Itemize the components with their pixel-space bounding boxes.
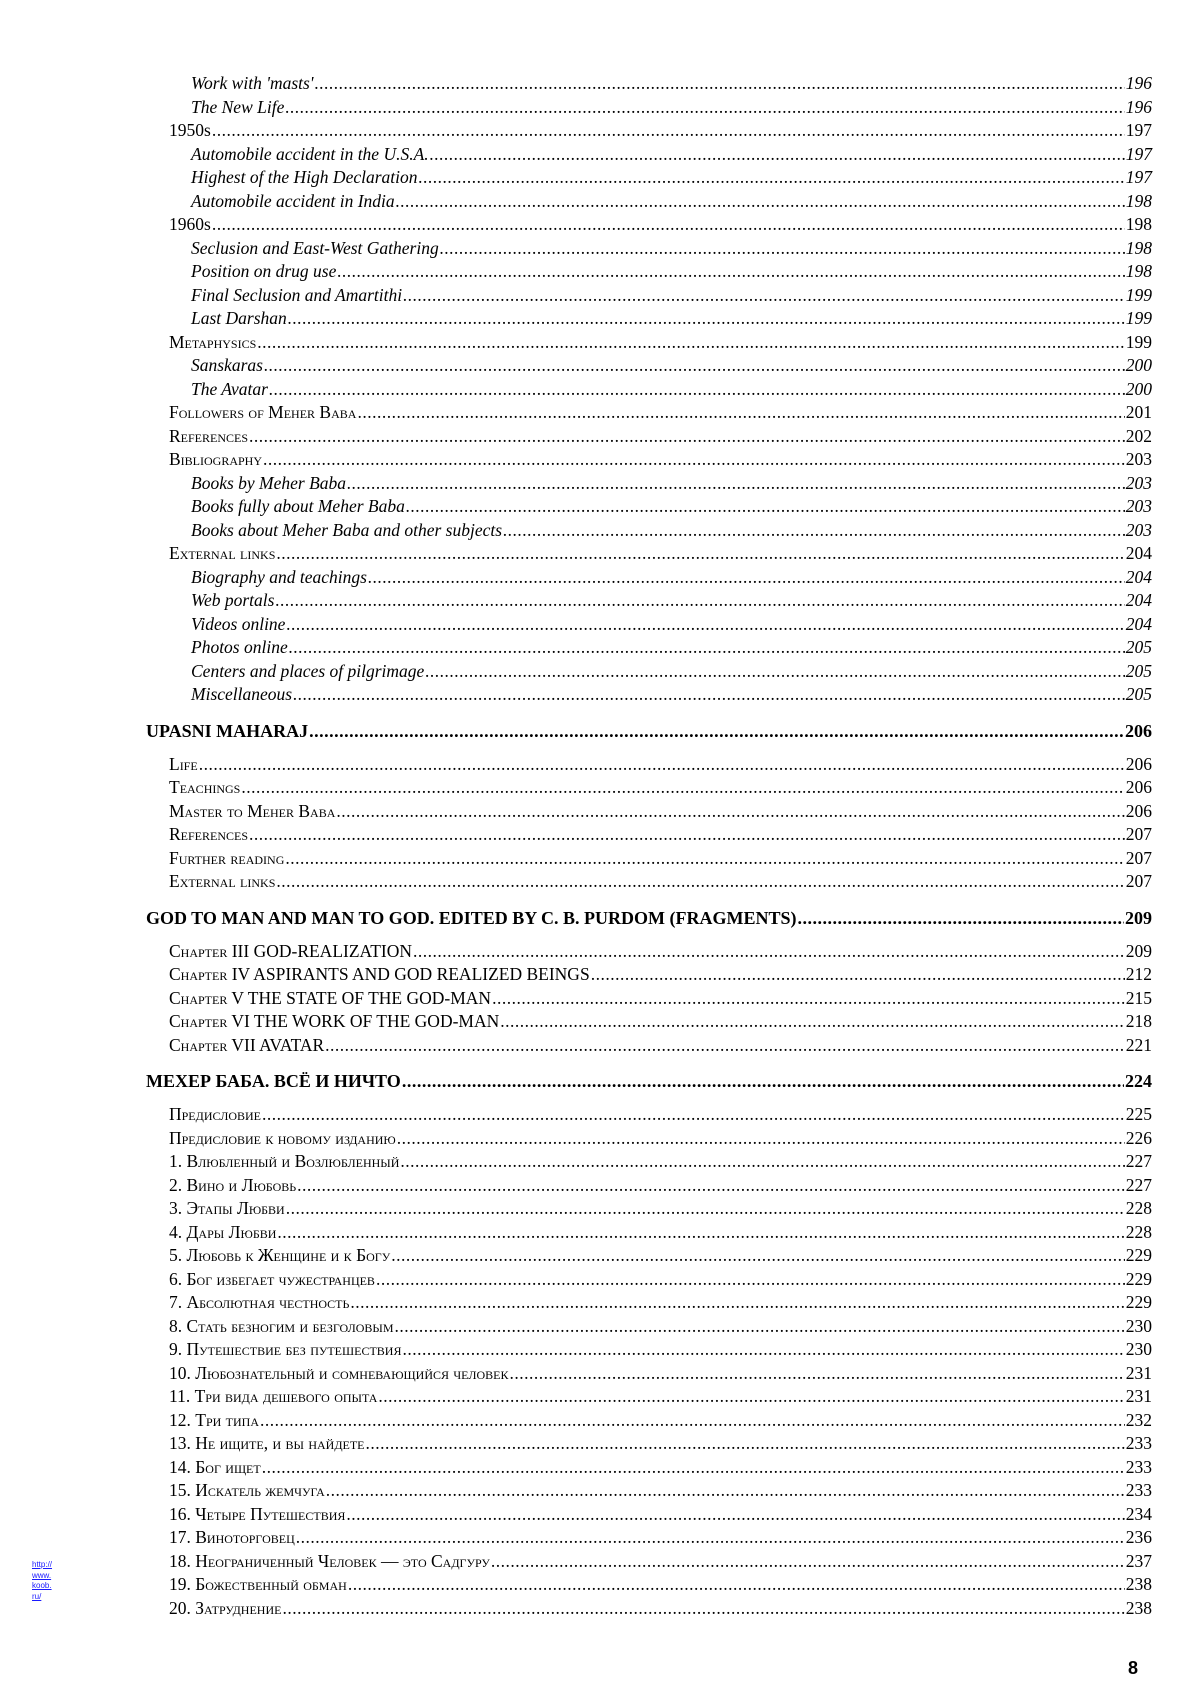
toc-entry-page: 201 (1125, 402, 1152, 422)
toc-entry-title: 13. Не ищите, и вы найдете (169, 1433, 365, 1453)
toc-entry-page: 234 (1125, 1503, 1152, 1524)
toc-entry[interactable] (146, 1127, 1152, 1151)
dot-leader (263, 448, 1125, 472)
toc-entry-title: 16. Четыре Путешествия (169, 1503, 346, 1524)
toc-entry[interactable] (146, 542, 1152, 566)
toc-entry-title: 5. Любовь к Женщине и к Богу (169, 1245, 391, 1265)
toc-entry-title: Final Seclusion and Amartithi (191, 284, 403, 305)
toc-entry[interactable] (146, 96, 1152, 120)
toc-entry[interactable] (146, 1573, 1152, 1597)
dot-leader (509, 1362, 1124, 1386)
toc-entry-title: 1. Влюбленный и Возлюбленный (169, 1151, 400, 1171)
dot-leader (395, 1315, 1125, 1339)
dot-leader (391, 1244, 1125, 1268)
toc-entry-page: 233 (1125, 1433, 1152, 1453)
toc-entry-page: 229 (1125, 1292, 1152, 1312)
toc-entry-page: 196 (1125, 73, 1152, 93)
toc-entry-title: 15. Искатель жемчуга (169, 1480, 325, 1500)
toc-entry-title: Seclusion and East-West Gathering (191, 237, 439, 258)
toc-entry-title: Videos online (191, 613, 286, 634)
toc-entry-title: Position on drug use (191, 261, 337, 281)
toc-entry-title: The Avatar (191, 378, 268, 399)
toc-entry-title: 10. Любознательный и сомневающийся человек (169, 1362, 509, 1383)
toc-entry-page: 209 (1125, 940, 1152, 961)
toc-entry-page: 197 (1125, 143, 1152, 164)
toc-entry[interactable] (146, 1221, 1152, 1245)
toc-entry-title: The New Life (191, 96, 285, 117)
toc-entry[interactable] (146, 143, 1152, 167)
dot-leader (275, 589, 1124, 613)
toc-entry-title: Bibliography (169, 449, 263, 469)
toc-entry[interactable] (146, 284, 1152, 308)
toc-heading[interactable] (146, 1069, 1152, 1093)
toc-entry-page: 205 (1125, 637, 1152, 657)
dot-leader (350, 1291, 1124, 1315)
toc-entry[interactable] (146, 472, 1152, 496)
toc-entry-page: 205 (1125, 684, 1152, 704)
toc-entry-page: 198 (1125, 237, 1152, 258)
toc-entry-page: 207 (1125, 847, 1152, 868)
toc-entry-title: 3. Этапы Любви (169, 1198, 285, 1218)
toc-entry-title: GOD TO MAN AND MAN TO GOD. EDITED BY C. B. PURDOM (FRAGMENTS) (146, 907, 797, 928)
dot-leader (212, 213, 1125, 237)
toc-entry[interactable] (146, 448, 1152, 472)
toc-entry-title: Books fully about Meher Baba (191, 496, 405, 516)
toc-entry-title: Chapter V THE STATE OF THE GOD-MAN (169, 987, 492, 1008)
dot-leader (296, 1526, 1125, 1550)
dot-leader (309, 719, 1124, 743)
dot-leader (262, 1103, 1125, 1127)
toc-entry[interactable] (146, 331, 1152, 355)
toc-entry-page: 199 (1125, 331, 1152, 352)
toc-entry[interactable] (146, 1338, 1152, 1362)
toc-entry[interactable] (146, 940, 1152, 964)
dot-leader (346, 1503, 1124, 1527)
toc-entry[interactable] (146, 495, 1152, 519)
toc-entry-page: 215 (1125, 987, 1152, 1008)
toc-entry-title: Предисловие к новому изданию (169, 1127, 396, 1148)
toc-entry[interactable] (146, 190, 1152, 214)
toc-entry[interactable] (146, 987, 1152, 1011)
toc-entry[interactable] (146, 636, 1152, 660)
toc-entry[interactable] (146, 753, 1152, 777)
dot-leader (400, 1150, 1124, 1174)
toc-entry[interactable] (146, 213, 1152, 237)
dot-leader (260, 1409, 1125, 1433)
toc-entry-title: 4. Дары Любви (169, 1221, 277, 1242)
toc-entry-page: 233 (1125, 1456, 1152, 1477)
toc-entry-page: 238 (1125, 1597, 1152, 1618)
toc-entry-page: 225 (1125, 1104, 1152, 1124)
toc-entry-title: Centers and places of pilgrimage (191, 660, 425, 681)
toc-entry[interactable] (146, 683, 1152, 707)
toc-entry-title: 12. Три типа (169, 1409, 259, 1430)
toc-entry[interactable] (146, 519, 1152, 543)
toc-entry[interactable] (146, 566, 1152, 590)
toc-entry-title: Last Darshan (191, 308, 287, 328)
dot-leader (269, 378, 1125, 402)
toc-entry-page: 203 (1125, 472, 1152, 493)
dot-leader (376, 1268, 1125, 1292)
toc-entry-page: 207 (1125, 824, 1152, 844)
toc-entry[interactable] (146, 1291, 1152, 1315)
dot-leader (357, 401, 1124, 425)
dot-leader (378, 1385, 1124, 1409)
toc-entry-title: Teachings (169, 777, 241, 797)
dot-leader (288, 307, 1125, 331)
toc-entry-title: Chapter III GOD-REALIZATION (169, 940, 413, 961)
toc-entry-title: 18. Неограниченный Человек — это Садгуру (169, 1550, 490, 1571)
toc-entry-title: Highest of the High Declaration (191, 167, 418, 187)
toc-entry-title: 17. Виноторговец (169, 1527, 295, 1547)
toc-entry-title: UPASNI MAHARAJ (146, 720, 309, 741)
dot-leader (286, 1197, 1125, 1221)
toc-entry-title: Books by Meher Baba (191, 472, 347, 493)
toc-entry-title: References (169, 425, 249, 446)
toc-entry-page: 230 (1125, 1315, 1152, 1336)
toc-entry[interactable] (146, 1409, 1152, 1433)
dot-leader (397, 1127, 1125, 1151)
dot-leader (337, 260, 1124, 284)
dot-leader (348, 1573, 1125, 1597)
toc-entry-title: Followers of Meher Baba (169, 402, 357, 422)
toc-entry-title: Metaphysics (169, 331, 257, 352)
dot-leader (315, 72, 1125, 96)
toc-entry[interactable] (146, 1268, 1152, 1292)
toc-entry[interactable] (146, 354, 1152, 378)
dot-leader (262, 1456, 1125, 1480)
toc-entry-page: 198 (1125, 190, 1152, 211)
dot-leader (264, 354, 1125, 378)
toc-entry-title: 19. Божественный обман (169, 1574, 347, 1594)
toc-entry-page: 221 (1125, 1034, 1152, 1055)
toc-entry-page: 229 (1125, 1245, 1152, 1265)
dot-leader (326, 1479, 1125, 1503)
toc-entry-title: Further reading (169, 847, 285, 868)
toc-entry-title: 1960s (169, 214, 211, 234)
toc-entry-title: Automobile accident in the U.S.A. (191, 143, 429, 164)
toc-entry[interactable] (146, 1034, 1152, 1058)
dot-leader (368, 566, 1125, 590)
source-link[interactable]: http://www.koob.ru/ (32, 1560, 53, 1601)
toc-entry-page: 231 (1125, 1362, 1152, 1383)
dot-leader (503, 519, 1125, 543)
toc-entry[interactable] (146, 589, 1152, 613)
toc-entry-page: 198 (1125, 214, 1152, 234)
toc-entry-page: 199 (1125, 284, 1152, 305)
toc-entry[interactable] (146, 401, 1152, 425)
dot-leader (325, 1034, 1125, 1058)
dot-leader (419, 166, 1125, 190)
dot-leader (249, 823, 1125, 847)
toc-entry-title: Sanskaras (191, 355, 263, 375)
toc-entry-page: 200 (1125, 378, 1152, 399)
toc-entry-title: 6. Бог избегает чужестранцев (169, 1268, 375, 1289)
toc-entry-title: 14. Бог ищет (169, 1456, 261, 1477)
toc-entry[interactable] (146, 823, 1152, 847)
toc-entry[interactable] (146, 1526, 1152, 1550)
toc-entry-page: 237 (1125, 1550, 1152, 1571)
toc-entry-title: Work with 'masts' (191, 73, 314, 93)
toc-entry-page: 203 (1125, 519, 1152, 540)
toc-entry[interactable] (146, 1456, 1152, 1480)
toc-entry[interactable] (146, 613, 1152, 637)
dot-leader (500, 1010, 1125, 1034)
toc-entry[interactable] (146, 870, 1152, 894)
toc-entry-page: 207 (1125, 871, 1152, 891)
toc-entry-page: 233 (1125, 1480, 1152, 1500)
dot-leader (199, 753, 1125, 777)
toc-entry-page: 197 (1125, 120, 1152, 140)
toc-entry[interactable] (146, 847, 1152, 871)
toc-entry-page: 204 (1125, 613, 1152, 634)
toc-entry-title: 7. Абсолютная честность (169, 1292, 350, 1312)
toc-entry-page: 228 (1125, 1221, 1152, 1242)
toc-entry-title: Biography and teachings (191, 566, 367, 587)
dot-leader (491, 1550, 1125, 1574)
toc-entry-page: 212 (1125, 964, 1152, 984)
toc-entry[interactable] (146, 1197, 1152, 1221)
dot-leader (591, 963, 1125, 987)
dot-leader (413, 940, 1125, 964)
toc-entry-page: 227 (1125, 1174, 1152, 1195)
toc-entry[interactable] (146, 166, 1152, 190)
toc-entry[interactable] (146, 1432, 1152, 1456)
dot-leader (249, 425, 1125, 449)
toc-heading[interactable] (146, 719, 1152, 743)
toc-entry[interactable] (146, 425, 1152, 449)
toc-entry-title: External links (169, 543, 276, 563)
toc-entry-page: 224 (1125, 1071, 1152, 1091)
toc-entry-page: 206 (1125, 800, 1152, 821)
toc-entry-title: Automobile accident in India (191, 190, 395, 211)
toc-entry[interactable] (146, 963, 1152, 987)
toc-entry[interactable] (146, 1315, 1152, 1339)
toc-entry-title: 1950s (169, 120, 211, 140)
toc-entry[interactable] (146, 237, 1152, 261)
toc-entry[interactable] (146, 1597, 1152, 1621)
dot-leader (402, 1069, 1124, 1093)
page-number: 8 (1128, 1658, 1139, 1678)
toc-entry-page: 226 (1125, 1127, 1152, 1148)
toc-entry-page: 202 (1125, 425, 1152, 446)
toc-entry-page: 199 (1125, 308, 1152, 328)
toc-entry-title: 11. Три вида дешевого опыта (169, 1386, 378, 1406)
dot-leader (241, 776, 1124, 800)
toc-entry-title: 9. Путешествие без путешествия (169, 1339, 402, 1359)
toc-entry[interactable] (146, 72, 1152, 96)
toc-entry[interactable] (146, 1479, 1152, 1503)
dot-leader (276, 542, 1124, 566)
table-of-contents (146, 72, 1152, 1620)
dot-leader (297, 1174, 1125, 1198)
toc-entry[interactable] (146, 1503, 1152, 1527)
toc-entry-title: References (169, 824, 249, 844)
toc-entry-page: 206 (1125, 753, 1152, 774)
toc-entry-title: Web portals (191, 590, 275, 610)
toc-entry-title: Miscellaneous (191, 684, 293, 704)
toc-entry[interactable] (146, 800, 1152, 824)
dot-leader (396, 190, 1125, 214)
toc-entry[interactable] (146, 1174, 1152, 1198)
dot-leader (406, 495, 1125, 519)
toc-entry-page: 227 (1125, 1151, 1152, 1171)
dot-leader (285, 847, 1124, 871)
toc-heading[interactable] (146, 906, 1152, 930)
dot-leader (286, 613, 1124, 637)
dot-leader (285, 96, 1124, 120)
toc-entry-page: 206 (1125, 777, 1152, 797)
dot-leader (347, 472, 1125, 496)
dot-leader (402, 1338, 1124, 1362)
dot-leader (277, 1221, 1124, 1245)
toc-entry-page: 238 (1125, 1574, 1152, 1594)
toc-entry[interactable] (146, 1244, 1152, 1268)
toc-entry-page: 197 (1125, 167, 1152, 187)
toc-entry-page: 196 (1125, 96, 1152, 117)
toc-entry-page: 198 (1125, 261, 1152, 281)
toc-entry-page: 236 (1125, 1527, 1152, 1547)
dot-leader (282, 1597, 1124, 1621)
toc-entry[interactable] (146, 260, 1152, 284)
toc-entry-title: Chapter VII AVATAR (169, 1034, 325, 1055)
toc-entry-page: 229 (1125, 1268, 1152, 1289)
toc-entry[interactable] (146, 660, 1152, 684)
toc-entry-page: 230 (1125, 1339, 1152, 1359)
toc-entry-page: 232 (1125, 1409, 1152, 1430)
toc-entry-page: 203 (1125, 496, 1152, 516)
toc-entry[interactable] (146, 307, 1152, 331)
toc-entry-page: 204 (1125, 566, 1152, 587)
dot-leader (403, 284, 1125, 308)
dot-leader (336, 800, 1124, 824)
dot-leader (425, 660, 1124, 684)
toc-entry-title: External links (169, 871, 276, 891)
toc-entry-page: 231 (1125, 1386, 1152, 1406)
toc-entry-title: Master to Meher Baba (169, 800, 336, 821)
toc-entry[interactable] (146, 1010, 1152, 1034)
toc-entry-title: 20. Затруднение (169, 1597, 282, 1618)
toc-entry-page: 228 (1125, 1198, 1152, 1218)
toc-entry[interactable] (146, 1103, 1152, 1127)
toc-entry-page: 209 (1125, 907, 1152, 928)
dot-leader (293, 683, 1125, 707)
toc-entry-page: 204 (1125, 590, 1152, 610)
toc-entry[interactable] (146, 1150, 1152, 1174)
toc-entry-title: 2. Вино и Любовь (169, 1174, 297, 1195)
toc-entry-page: 206 (1125, 720, 1152, 741)
dot-leader (492, 987, 1125, 1011)
toc-entry-page: 218 (1125, 1011, 1152, 1031)
dot-leader (257, 331, 1124, 355)
toc-entry[interactable] (146, 119, 1152, 143)
toc-entry-title: Chapter VI THE WORK OF THE GOD-MAN (169, 1011, 500, 1031)
dot-leader (276, 870, 1124, 894)
toc-entry-title: Chapter IV ASPIRANTS AND GOD REALIZED BEINGS (169, 964, 590, 984)
dot-leader (289, 636, 1125, 660)
toc-entry[interactable] (146, 378, 1152, 402)
toc-entry[interactable] (146, 1550, 1152, 1574)
toc-entry-page: 204 (1125, 543, 1152, 563)
toc-entry-page: 205 (1125, 660, 1152, 681)
dot-leader (440, 237, 1125, 261)
toc-entry[interactable] (146, 776, 1152, 800)
toc-entry[interactable] (146, 1362, 1152, 1386)
toc-entry[interactable] (146, 1385, 1152, 1409)
dot-leader (366, 1432, 1125, 1456)
toc-entry-title: Предисловие (169, 1104, 262, 1124)
toc-entry-page: 203 (1125, 449, 1152, 469)
toc-entry-title: Photos online (191, 637, 288, 657)
toc-entry-page: 200 (1125, 355, 1152, 375)
toc-entry-title: Life (169, 753, 198, 774)
dot-leader (798, 906, 1124, 930)
toc-entry-title: 8. Стать безногим и безголовым (169, 1315, 394, 1336)
dot-leader (212, 119, 1125, 143)
dot-leader (430, 143, 1125, 167)
toc-entry-title: Books about Meher Baba and other subjects (191, 519, 503, 540)
toc-entry-title: МЕХЕР БАБА. ВСЁ И НИЧТО (146, 1071, 401, 1091)
